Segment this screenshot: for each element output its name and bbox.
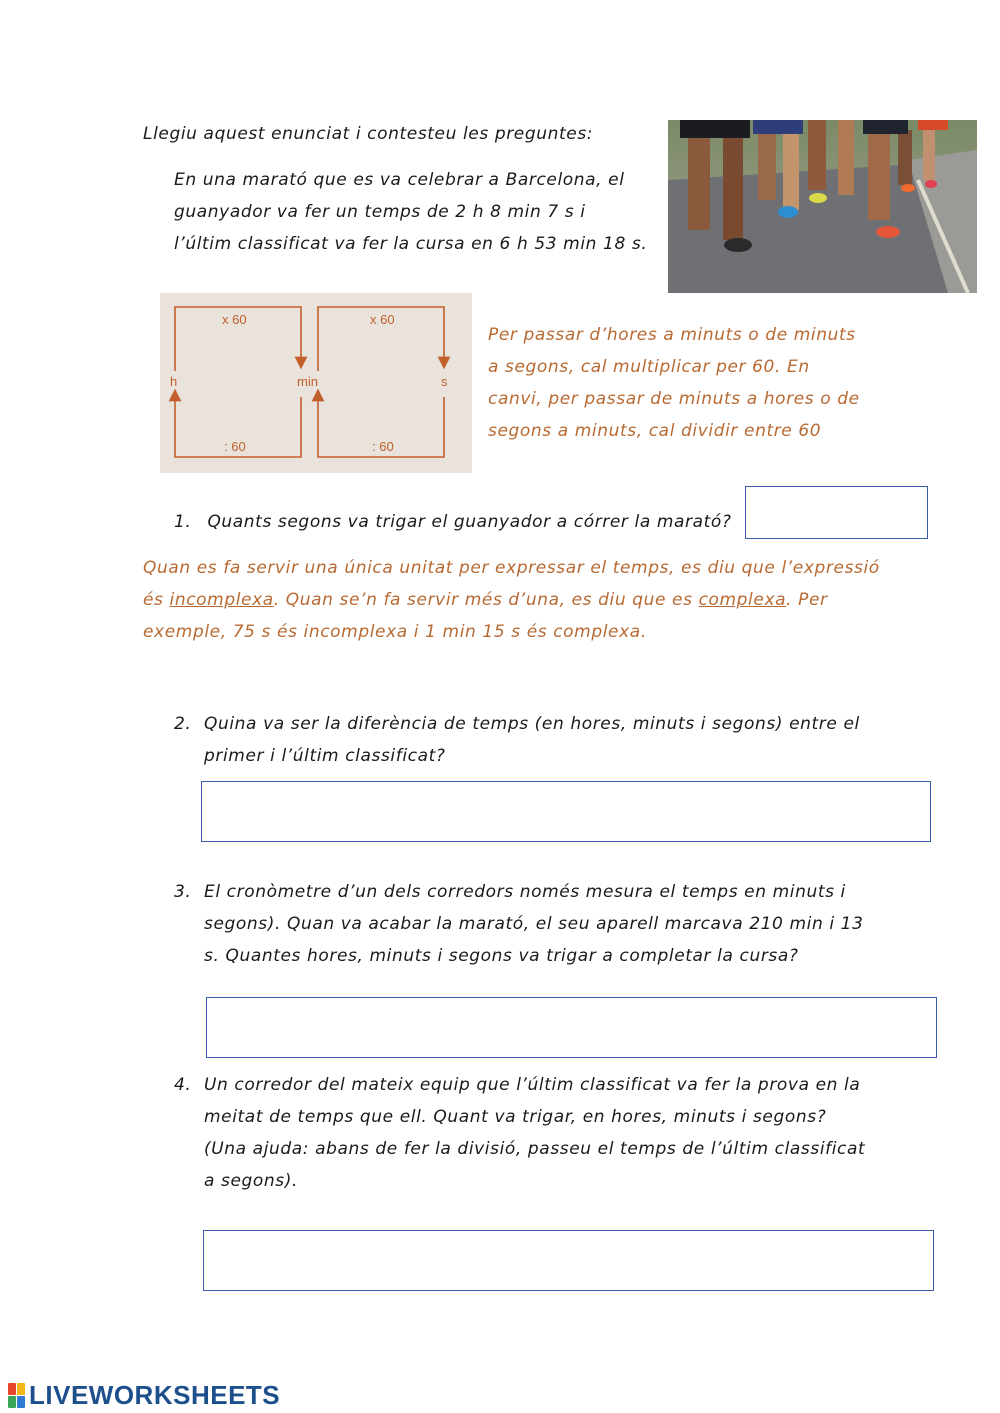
logo-mark-icon xyxy=(8,1383,25,1408)
conversion-tip xyxy=(488,319,860,447)
question-4 xyxy=(174,1069,865,1197)
question-text: Quants segons va trigar el guanyador a córrer la marató? xyxy=(207,512,732,532)
question-line: Un corredor del mateix equip que l’últim classificat va fer la prova en la xyxy=(204,1075,861,1095)
answer-input-4[interactable] xyxy=(204,1231,933,1290)
question-line: s. Quantes hores, minuts i segons va trigar a completar la cursa? xyxy=(204,946,799,966)
note-fragment: és xyxy=(143,590,170,610)
diagram-label-bottom-left: : 60 xyxy=(224,439,246,454)
answer-input-3[interactable] xyxy=(207,998,936,1057)
question-line: (Una ajuda: abans de fer la divisió, passeu el temps de l’últim classificat xyxy=(204,1139,866,1159)
diagram-unit-h: h xyxy=(170,374,178,389)
complex-note xyxy=(143,552,880,648)
answer-box-4[interactable] xyxy=(203,1230,934,1291)
answer-box-2[interactable] xyxy=(201,781,931,842)
question-3 xyxy=(174,876,864,972)
question-line: meitat de temps que ell. Quant va trigar, en hores, minuts i segons? xyxy=(204,1107,827,1127)
diagram-unit-min: min xyxy=(297,374,318,389)
answer-input-1[interactable] xyxy=(746,487,927,538)
note-line: exemple, 75 s és incomplexa i 1 min 15 s és complexa. xyxy=(143,622,647,642)
question-line: primer i l’últim classificat? xyxy=(204,746,446,766)
question-2 xyxy=(174,708,860,772)
term-incomplexa: incomplexa xyxy=(169,590,274,610)
diagram-label-bottom-right: : 60 xyxy=(372,439,394,454)
question-number: 2. xyxy=(174,714,192,734)
tip-line: segons a minuts, cal dividir entre 60 xyxy=(488,421,822,441)
statement-line: En una marató que es va celebrar a Barcelona, el xyxy=(174,170,625,190)
logo-text: LIVEWORKSHEETS xyxy=(29,1379,281,1410)
instructions-text: Llegiu aquest enunciat i contesteu les preguntes: xyxy=(143,124,594,144)
tip-line: canvi, per passar de minuts a hores o de xyxy=(488,389,860,409)
liveworksheets-logo xyxy=(8,1380,280,1410)
note-line xyxy=(143,584,880,616)
term-complexa: complexa xyxy=(698,590,787,610)
diagram-label-top-right: x 60 xyxy=(370,312,395,327)
question-1 xyxy=(174,506,732,538)
marathon-runners-photo xyxy=(668,120,977,293)
question-number: 1. xyxy=(174,512,192,532)
diagram-label-top-left: x 60 xyxy=(222,312,247,327)
problem-statement xyxy=(174,164,647,260)
note-line: Quan es fa servir una única unitat per expressar el temps, es diu que l’expressió xyxy=(143,558,880,578)
statement-line: guanyador va fer un temps de 2 h 8 min 7 s i xyxy=(174,202,586,222)
note-fragment: . Per xyxy=(786,590,828,610)
tip-line: a segons, cal multiplicar per 60. En xyxy=(488,357,810,377)
tip-line: Per passar d’hores a minuts o de minuts xyxy=(488,325,856,345)
question-number: 3. xyxy=(174,882,192,902)
answer-input-2[interactable] xyxy=(202,782,930,841)
diagram-unit-s: s xyxy=(441,374,448,389)
statement-line: l’últim classificat va fer la cursa en 6 h 53 min 18 s. xyxy=(174,234,648,254)
answer-box-3[interactable] xyxy=(206,997,937,1058)
question-line: segons). Quan va acabar la marató, el seu aparell marcava 210 min i 13 xyxy=(204,914,864,934)
conversion-diagram xyxy=(160,293,472,473)
question-line: El cronòmetre d’un dels corredors només mesura el temps en minuts i xyxy=(204,882,846,902)
question-line: Quina va ser la diferència de temps (en hores, minuts i segons) entre el xyxy=(204,714,860,734)
question-number: 4. xyxy=(174,1075,192,1095)
note-fragment: . Quan se’n fa servir més d’una, es diu que es xyxy=(273,590,699,610)
question-line: a segons). xyxy=(204,1171,298,1191)
answer-box-1[interactable] xyxy=(745,486,928,539)
